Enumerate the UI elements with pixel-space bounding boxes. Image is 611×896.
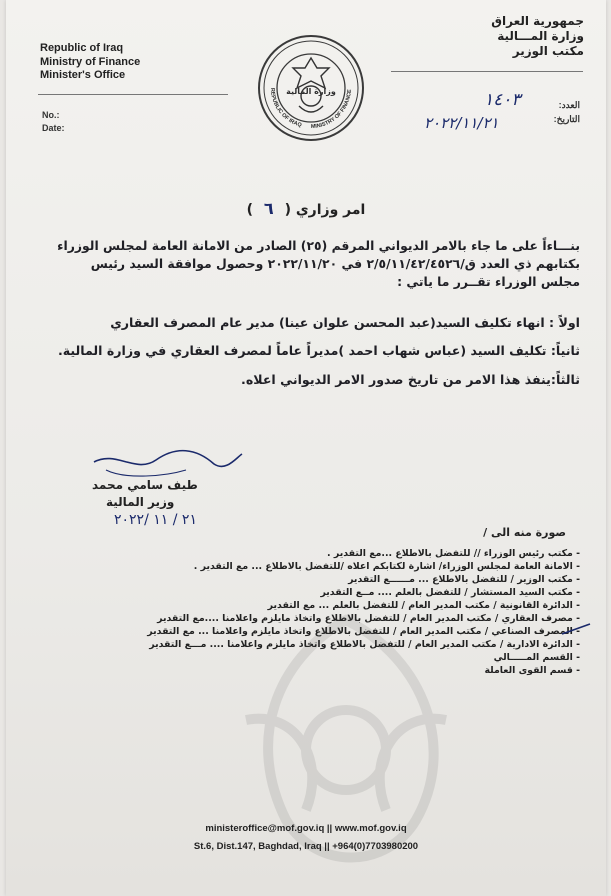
- cc-item: - مكتب الوزير / للتفضل بالاطلاع ... مــــــع التقدير: [60, 573, 580, 586]
- arabic-header-rule: [391, 71, 583, 72]
- cc-item: - القسم المـــــالي: [60, 651, 580, 664]
- arabic-country: جمهورية العراق: [491, 14, 584, 28]
- english-ministry: Ministry of Finance: [40, 55, 141, 68]
- item-third: ثالثاً:ينفذ هذا الامر من تاريخ صدور الامر الديواني اعلاه.: [241, 372, 580, 387]
- english-country: Republic of Iraq: [40, 42, 124, 54]
- english-letterhead: [40, 42, 140, 83]
- cc-item: - مصرف العقاري / مكتب المدير العام / للتفضل بالاطلاع واتخاذ مايلزم واعلامنا ....مع التقدير: [60, 612, 580, 625]
- minister-name: طيف سامي محمد: [92, 478, 198, 492]
- cc-item: - قسم القوى العاملة: [60, 664, 580, 677]
- seal-emblem-icon: [293, 58, 329, 112]
- minister-position: وزير المالية: [106, 495, 175, 509]
- arabic-ministry: وزارة المـــالية: [497, 29, 584, 43]
- order-title: امر وزاري ( ٦ ): [246, 199, 366, 218]
- cc-item: - الامانة العامة لمجلس الوزراء/ اشارة لكتابكم اعلاه /للتفضل بالاطلاع ... مع التقدير .: [60, 560, 580, 573]
- handwritten-date: ٢٠٢٢/١١/٢١: [424, 114, 499, 132]
- footer-address-line: St.6, Dist.147, Baghdad, Iraq || +964(0)7703980200: [193, 841, 419, 852]
- ministry-seal: [255, 32, 367, 144]
- order-number: ٦: [263, 199, 274, 218]
- seal-ring-text-right: MINISTRY OF FINANCE: [310, 89, 354, 131]
- seal-ring-text-left: REPUBLIC OF IRAQ: [268, 87, 303, 129]
- body-line-2: بكتابهم ذي العدد ق/٢/٥/١١/٤٢/٤٥٢٦ في ٢٠٢٢/١١/٢٠ وحصول موافقة السيد رئيس: [90, 256, 580, 271]
- item-first: اولاً : انهاء تكليف السيد(عبد المحسن علوان عينا) مدير عام المصرف العقاري: [110, 315, 580, 330]
- seal-emblem-text: وزارة المالية: [286, 87, 336, 96]
- document-page: [6, 0, 606, 896]
- handwritten-number: ١٤٠٣: [484, 90, 521, 110]
- arabic-number-label: العدد:: [558, 100, 580, 110]
- english-no-label: No.:: [42, 110, 60, 120]
- item-second: ثانياً: تكليف السيد (عباس شهاب احمد )مديراً عاماً لمصرف العقاري في وزارة المالية.: [57, 343, 580, 358]
- cc-title: صورة منه الى /: [483, 526, 566, 539]
- pen-mark-icon: [560, 620, 594, 638]
- arabic-office: مكتب الوزير: [512, 44, 584, 58]
- english-header-rule: [38, 94, 228, 95]
- english-office: Minister's Office: [40, 69, 126, 81]
- english-date-label: Date:: [42, 123, 65, 133]
- cc-item: - الدائرة الادارية / مكتب المدير العام / للتفضل بالاطلاع واتخاذ مايلزم واعلامنا .... مـــع التقدير: [60, 638, 580, 651]
- body-line-3: مجلس الوزراء تقــرر ما ياتي :: [397, 274, 580, 289]
- signature-date: ٢١ / ١١ /٢٠٢٢: [114, 512, 197, 528]
- body-line-1: بنـــاءاً على ما جاء بالامر الديواني المرقم (٢٥) الصادر من الامانة العامة لمجلس الوزراء: [57, 238, 580, 253]
- cc-item: - مكتب رئيس الوزراء // للتفضل بالاطلاع ...مع التقدير .: [60, 547, 580, 560]
- arabic-letterhead: [491, 14, 584, 59]
- cc-item: - مكتب السيد المستشار / للتفضل بالعلم .... مــع التقدير: [60, 586, 580, 599]
- footer-contact-line: ministeroffice@mof.gov.iq || www.mof.gov.iq: [205, 823, 407, 834]
- arabic-date-label: التاريخ:: [553, 114, 580, 124]
- cc-item: - الدائرة القانونية / مكتب المدير العام / للتفضل بالعلم ... مع التقدير: [60, 599, 580, 612]
- cc-item: - المصرف الصناعي / مكتب المدير العام / للتفضل بالاطلاع واتخاذ مايلزم واعلامنا ... مع التقدير: [60, 625, 580, 638]
